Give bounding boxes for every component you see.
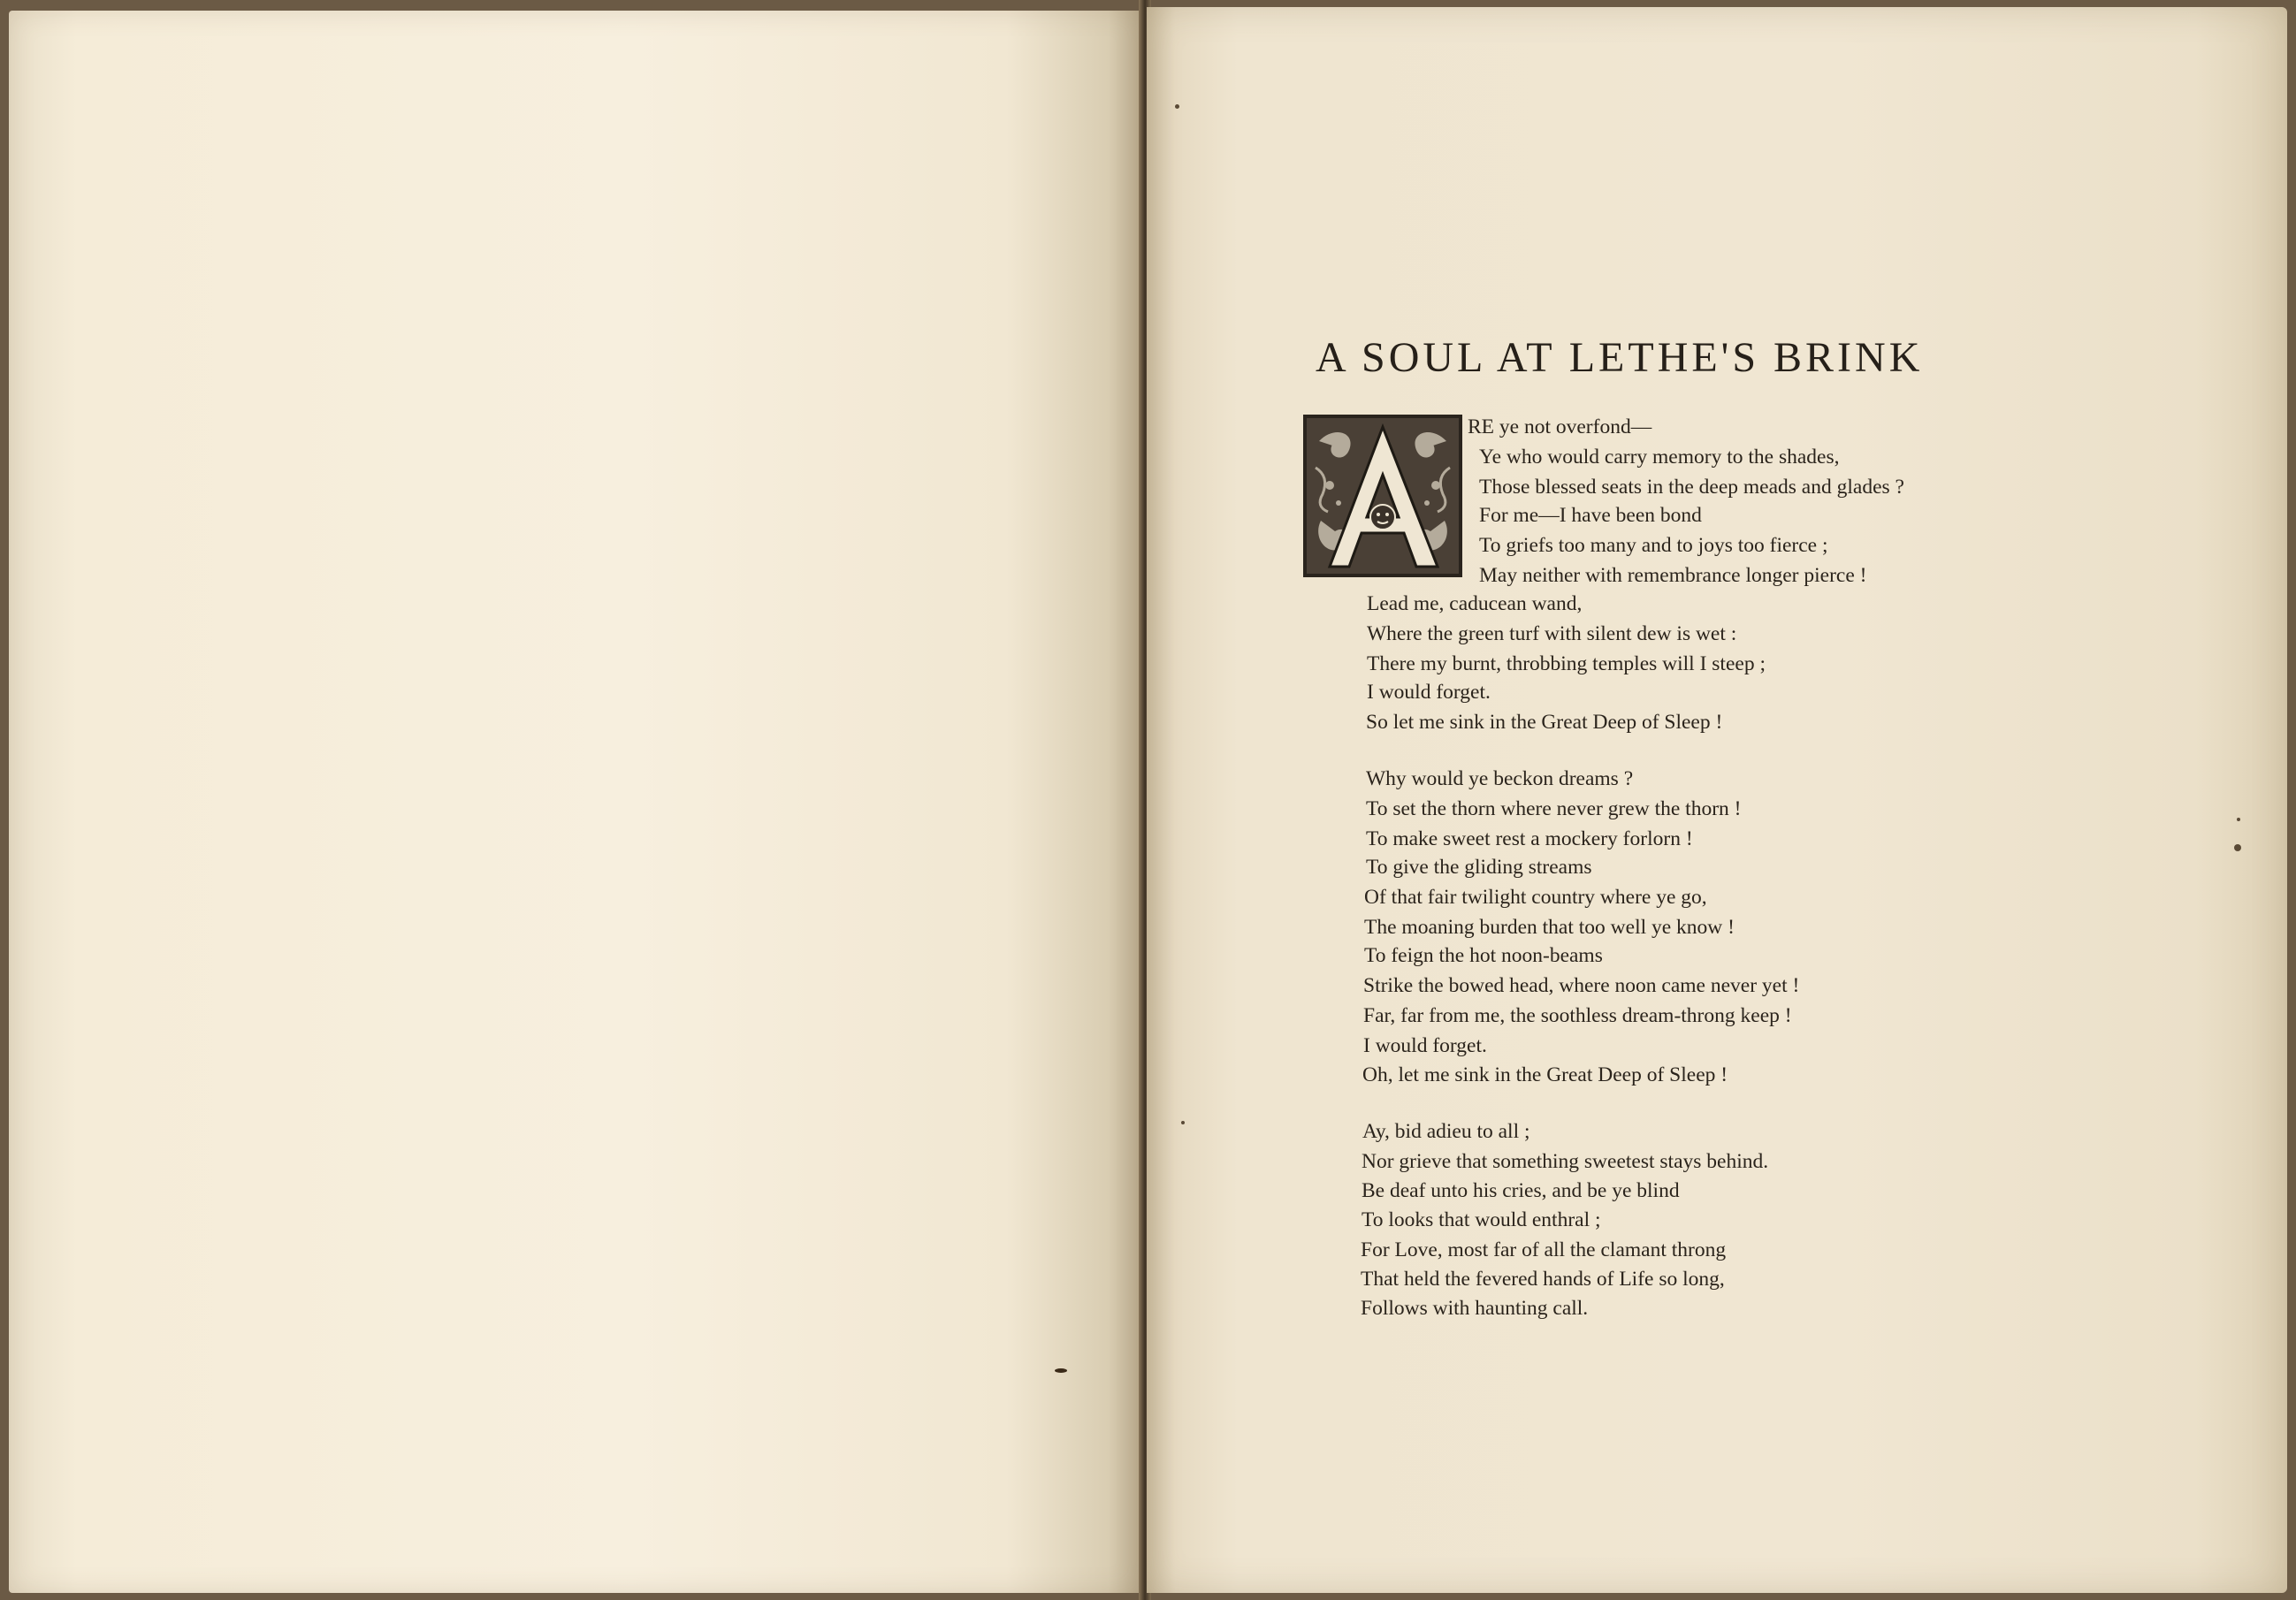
poem-line: To griefs too many and to joys too fierce ; — [1479, 534, 1828, 557]
speck — [2237, 818, 2240, 821]
poem-line: That held the fevered hands of Life so long, — [1361, 1268, 1725, 1291]
poem-line: Follows with haunting call. — [1361, 1297, 1589, 1320]
poem-line: I would forget. — [1363, 1034, 1487, 1057]
poem-line: To looks that would enthral ; — [1362, 1208, 1601, 1231]
poem-line: Why would ye beckon dreams ? — [1366, 767, 1634, 790]
poem-line: May neither with remembrance longer pierce ! — [1479, 564, 1867, 587]
poem-line: For Love, most far of all the clamant throng — [1361, 1238, 1727, 1261]
poem-line: Of that fair twilight country where ye go, — [1364, 886, 1707, 909]
poem-line: To feign the hot noon-beams — [1364, 944, 1603, 967]
poem-line: Those blessed seats in the deep meads and glades ? — [1479, 476, 1904, 499]
left-blank-page — [9, 11, 1142, 1593]
poem-line: Lead me, caducean wand, — [1367, 592, 1583, 615]
poem-line: The moaning burden that too well ye know ! — [1364, 916, 1735, 939]
poem-line: Strike the bowed head, where noon came never yet ! — [1363, 974, 1800, 997]
poem-line: To give the gliding streams — [1366, 856, 1592, 879]
poem-line: There my burnt, throbbing temples will I steep ; — [1367, 652, 1766, 675]
ornamental-dropcap-icon — [1303, 415, 1462, 577]
speck — [1181, 1121, 1185, 1124]
poem-line: To make sweet rest a mockery forlorn ! — [1366, 827, 1693, 850]
speck — [1055, 1368, 1067, 1373]
poem-line: Where the green turf with silent dew is wet : — [1367, 622, 1737, 645]
speck — [1175, 104, 1179, 109]
poem-line: So let me sink in the Great Deep of Sleep ! — [1366, 711, 1723, 734]
poem-line: Oh, let me sink in the Great Deep of Sleep ! — [1362, 1063, 1728, 1086]
poem-line: I would forget. — [1367, 681, 1491, 704]
poem-line: To set the thorn where never grew the thorn ! — [1366, 797, 1742, 820]
poem-line: Be deaf unto his cries, and be ye blind — [1362, 1179, 1680, 1202]
poem-line: Far, far from me, the soothless dream-throng keep ! — [1363, 1004, 1792, 1027]
poem-line: For me—I have been bond — [1479, 504, 1702, 527]
speck — [2234, 844, 2241, 851]
poem-line: RE ye not overfond— — [1468, 415, 1652, 438]
poem-line: Nor grieve that something sweetest stays behind. — [1362, 1150, 1769, 1173]
poem-line: Ye who would carry memory to the shades, — [1479, 446, 1840, 469]
poem-line: Ay, bid adieu to all ; — [1362, 1120, 1530, 1143]
poem-title: A SOUL AT LETHE'S BRINK — [1316, 334, 1924, 381]
